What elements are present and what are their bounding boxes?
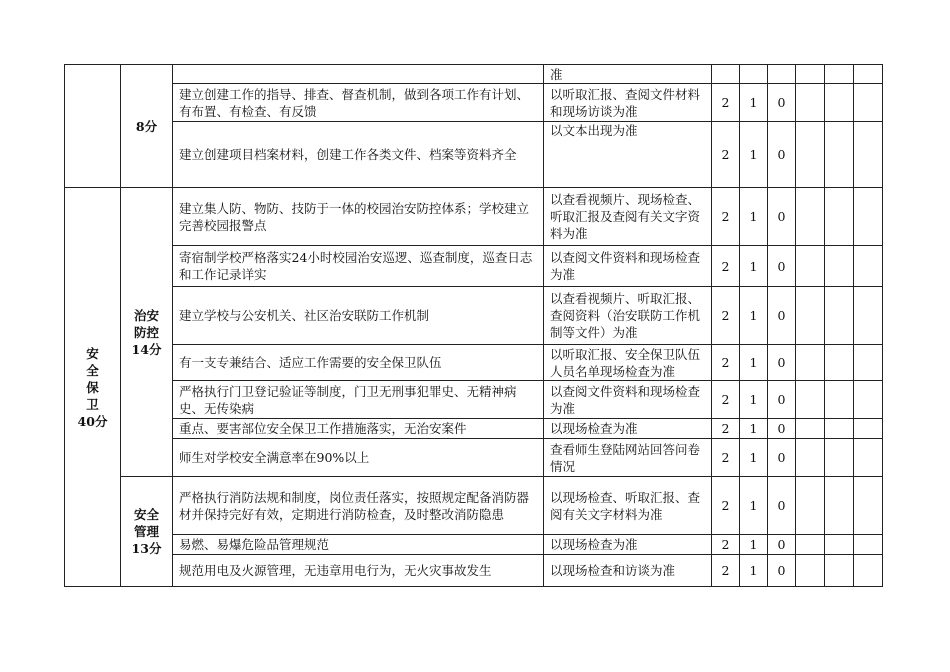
evaluation-method: 以查阅文件资料和现场检查为准 <box>544 381 712 419</box>
criteria-content: 重点、要害部位安全保卫工作措施落实，无治安案件 <box>173 419 544 439</box>
table-row <box>65 246 883 287</box>
empty-cell <box>854 188 883 246</box>
criteria-content: 有一支专兼结合、适应工作需要的安全保卫队伍 <box>173 345 544 381</box>
score-option: 2 <box>712 84 740 122</box>
score-option: 2 <box>712 122 740 188</box>
empty-cell <box>854 477 883 535</box>
score-option: 2 <box>712 439 740 477</box>
score-option: 1 <box>740 188 768 246</box>
empty-cell <box>854 345 883 381</box>
score-option: 1 <box>740 287 768 345</box>
criteria-content: 易燃、易爆危险品管理规范 <box>173 535 544 555</box>
score-option: 0 <box>768 477 796 535</box>
score-option: 0 <box>768 246 796 287</box>
score-option: 2 <box>712 535 740 555</box>
empty-cell <box>825 188 854 246</box>
empty-cell <box>796 345 825 381</box>
empty-cell <box>796 287 825 345</box>
evaluation-method: 以查看视频片、听取汇报、查阅资料（治安联防工作机制等文件）为准 <box>544 287 712 345</box>
evaluation-method: 以现场检查、听取汇报、查阅有关文字材料为准 <box>544 477 712 535</box>
criteria-content: 师生对学校安全满意率在90%以上 <box>173 439 544 477</box>
empty-cell <box>796 246 825 287</box>
criteria-content: 建立创建工作的指导、排查、督查机制，做到各项工作有计划、有布置、有检查、有反馈 <box>173 84 544 122</box>
table-row <box>65 535 883 555</box>
empty-cell <box>825 65 854 84</box>
empty-cell <box>825 345 854 381</box>
empty-cell <box>854 246 883 287</box>
table-row <box>65 477 883 535</box>
evaluation-method: 以现场检查和访谈为准 <box>544 555 712 587</box>
score-option: 1 <box>740 246 768 287</box>
score-option <box>712 65 740 84</box>
subcategory-safety-management: 安全 管理 13分 <box>121 477 173 587</box>
table-row <box>65 287 883 345</box>
empty-cell <box>796 122 825 188</box>
empty-cell <box>854 381 883 419</box>
table-row <box>65 188 883 246</box>
evaluation-method: 以听取汇报、安全保卫队伍人员名单现场检查为准 <box>544 345 712 381</box>
score-option: 0 <box>768 345 796 381</box>
empty-cell <box>796 65 825 84</box>
score-option: 2 <box>712 419 740 439</box>
subcategory-public-security: 治安 防控 14分 <box>121 188 173 477</box>
table-row <box>65 555 883 587</box>
empty-cell <box>796 419 825 439</box>
score-option: 0 <box>768 381 796 419</box>
score-option: 1 <box>740 419 768 439</box>
score-option: 2 <box>712 555 740 587</box>
score-option: 1 <box>740 535 768 555</box>
empty-cell <box>825 246 854 287</box>
empty-cell <box>796 535 825 555</box>
criteria-content <box>173 65 544 84</box>
empty-cell <box>854 287 883 345</box>
criteria-content: 建立创建项目档案材料，创建工作各类文件、档案等资料齐全 <box>173 122 544 188</box>
criteria-content: 寄宿制学校严格落实24小时校园治安巡逻、巡查制度，巡查日志和工作记录详实 <box>173 246 544 287</box>
score-option: 0 <box>768 535 796 555</box>
empty-cell <box>825 381 854 419</box>
criteria-content: 规范用电及火源管理，无违章用电行为，无火灾事故发生 <box>173 555 544 587</box>
score-option <box>768 65 796 84</box>
evaluation-method: 以文本出现为准 <box>544 122 712 188</box>
empty-cell <box>796 477 825 535</box>
empty-cell <box>854 122 883 188</box>
subcategory-previous-score: 8分 <box>121 65 173 188</box>
evaluation-method: 以听取汇报、查阅文件材料和现场访谈为准 <box>544 84 712 122</box>
score-option: 1 <box>740 122 768 188</box>
score-option: 2 <box>712 246 740 287</box>
score-option: 1 <box>740 439 768 477</box>
score-option: 0 <box>768 84 796 122</box>
table-row <box>65 381 883 419</box>
empty-cell <box>825 122 854 188</box>
score-option: 2 <box>712 477 740 535</box>
evaluation-method: 以现场检查为准 <box>544 535 712 555</box>
score-option: 1 <box>740 555 768 587</box>
empty-cell <box>825 555 854 587</box>
criteria-content: 建立学校与公安机关、社区治安联防工作机制 <box>173 287 544 345</box>
empty-cell <box>796 439 825 477</box>
table-row <box>65 65 883 84</box>
score-option: 0 <box>768 188 796 246</box>
empty-cell <box>854 555 883 587</box>
score-option: 2 <box>712 345 740 381</box>
criteria-content: 严格执行消防法规和制度，岗位责任落实，按照规定配备消防器材并保持完好有效，定期进行消防检查，及时整改消防隐患 <box>173 477 544 535</box>
table-row <box>65 122 883 188</box>
criteria-content: 建立集人防、物防、技防于一体的校园治安防控体系；学校建立完善校园报警点 <box>173 188 544 246</box>
score-option <box>740 65 768 84</box>
empty-cell <box>825 419 854 439</box>
empty-cell <box>825 477 854 535</box>
category-cell-previous <box>65 65 121 188</box>
score-option: 0 <box>768 122 796 188</box>
empty-cell <box>825 535 854 555</box>
evaluation-table <box>64 64 883 587</box>
empty-cell <box>825 287 854 345</box>
score-option: 0 <box>768 439 796 477</box>
evaluation-method: 以查阅文件资料和现场检查为准 <box>544 246 712 287</box>
score-option: 1 <box>740 381 768 419</box>
empty-cell <box>796 188 825 246</box>
empty-cell <box>796 381 825 419</box>
empty-cell <box>796 84 825 122</box>
table-row <box>65 419 883 439</box>
empty-cell <box>854 535 883 555</box>
empty-cell <box>825 84 854 122</box>
score-option: 1 <box>740 477 768 535</box>
score-option: 0 <box>768 555 796 587</box>
score-option: 2 <box>712 381 740 419</box>
empty-cell <box>854 439 883 477</box>
empty-cell <box>825 439 854 477</box>
score-option: 1 <box>740 345 768 381</box>
table-row <box>65 84 883 122</box>
empty-cell <box>796 555 825 587</box>
score-option: 1 <box>740 84 768 122</box>
evaluation-method: 准 <box>544 65 712 84</box>
empty-cell <box>854 419 883 439</box>
criteria-content: 严格执行门卫登记验证等制度，门卫无刑事犯罪史、无精神病史、无传染病 <box>173 381 544 419</box>
empty-cell <box>854 84 883 122</box>
score-option: 0 <box>768 419 796 439</box>
table-row <box>65 345 883 381</box>
evaluation-method: 以现场检查为准 <box>544 419 712 439</box>
score-option: 2 <box>712 188 740 246</box>
category-security-guard: 安 全 保 卫 40分 <box>65 188 121 587</box>
score-option: 0 <box>768 287 796 345</box>
score-option: 2 <box>712 287 740 345</box>
evaluation-method: 查看师生登陆网站回答问卷情况 <box>544 439 712 477</box>
empty-cell <box>854 65 883 84</box>
table-row <box>65 439 883 477</box>
evaluation-method: 以查看视频片、现场检查、听取汇报及查阅有关文字资料为准 <box>544 188 712 246</box>
